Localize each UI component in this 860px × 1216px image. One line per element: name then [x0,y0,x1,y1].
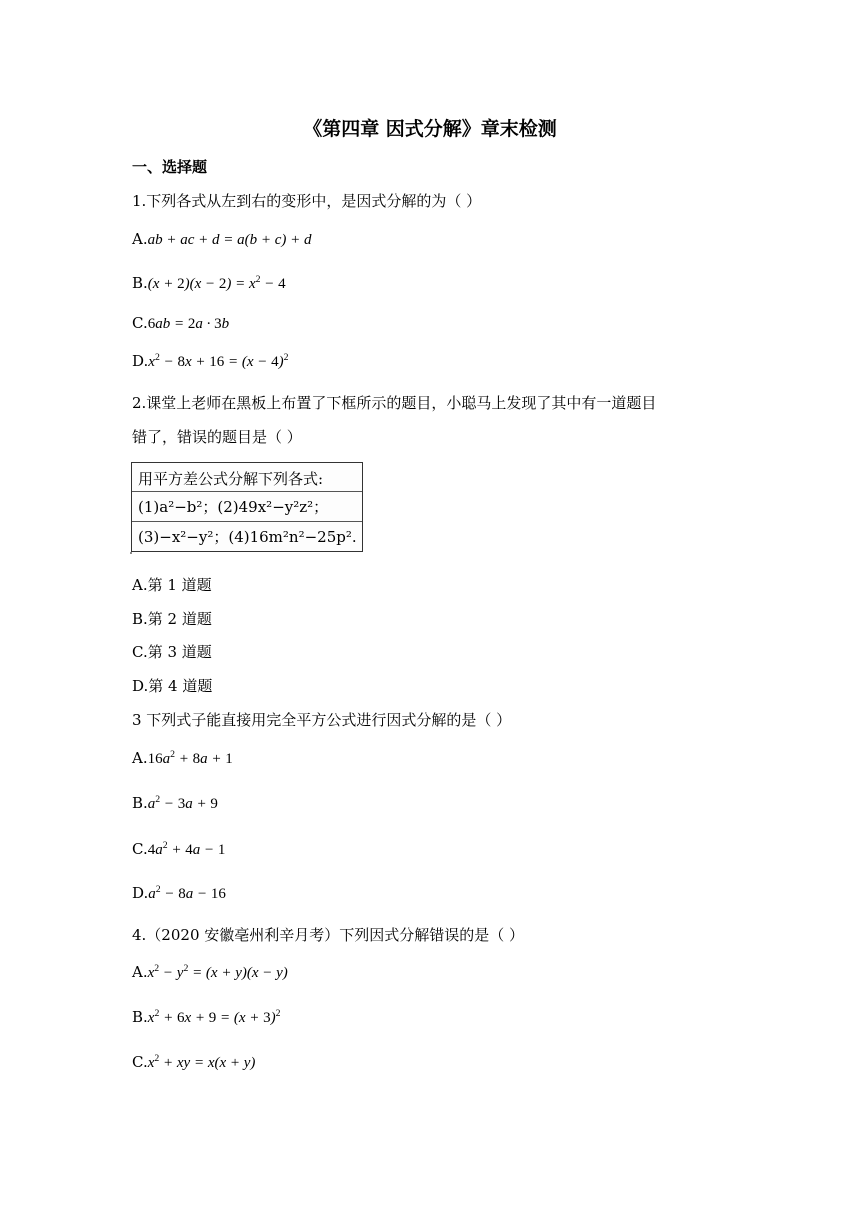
option-formula: $x^2$ + xy = x(x + y) [147,1053,256,1071]
option-label: D. [132,352,149,370]
question-2-stem-line1: 2.课堂上老师在黑板上布置了下框所示的题目，小聪马上发现了其中有一道题目 [132,394,657,412]
question-3-option-c[interactable] [132,840,225,859]
option-label: A. [132,230,148,248]
question-2-option-c[interactable]: C.第 3 道题 [132,643,212,661]
question-4-option-a[interactable] [132,963,288,982]
question-4-stem: 4.（2020 安徽亳州利辛月考）下列因式分解错误的是（ ） [132,926,525,944]
question-2-blackboard-image [131,462,363,552]
option-formula: $(x + 2)(x - 2) = x^2 - 4$ [147,274,286,292]
option-label: A. [132,749,148,767]
box-divider [132,521,362,522]
question-3-option-b[interactable] [132,794,218,813]
question-3-option-a[interactable] [132,749,233,768]
option-label: C. [132,840,148,858]
option-formula: $x^2 - y^2 = (x + y)(x - y)$ [147,963,288,981]
option-formula: $x^2 + 6x + 9 = (x + 3)^2$ [147,1008,281,1026]
question-2-stem-line2: 错了，错误的题目是（ ） [132,428,302,446]
document-title: 《第四章 因式分解》章末检测 [303,118,557,140]
option-label: C. [132,314,148,332]
question-2-option-d[interactable]: D.第 4 道题 [132,677,213,695]
option-label: A. [132,963,148,981]
question-1-option-c[interactable] [132,314,229,333]
option-label: B. [132,274,148,292]
option-formula: $a^2 - 3a + 9$ [147,794,218,812]
section-heading: 一、选择题 [132,158,208,176]
question-2-option-b[interactable]: B.第 2 道题 [132,610,212,628]
question-1-option-d[interactable] [132,352,289,371]
option-label: B. [132,1008,148,1026]
option-label: C. [132,1053,148,1071]
option-formula: $4a^2 + 4a - 1$ [147,840,226,858]
question-3-option-d[interactable] [132,884,226,903]
box-divider [132,491,362,492]
option-formula: ab + ac + d = a(b + c) + d [147,232,312,248]
option-label: D. [132,884,149,902]
question-4-option-b[interactable] [132,1008,281,1027]
option-formula: $x^2 - 8x + 16 = (x - 4)^2$ [148,352,289,370]
question-1-option-a[interactable] [132,230,312,249]
option-formula: $a^2 - 8a - 16$ [148,884,226,902]
question-4-option-c[interactable] [132,1053,255,1072]
question-1-stem: 1.下列各式从左到右的变形中，是因式分解的为（ ） [132,192,482,210]
stray-mark [130,552,132,554]
box-row-2: (3)−x²−y²；(4)16m²n²−25p². [138,528,357,546]
question-2-option-a[interactable]: A.第 1 道题 [132,576,212,594]
box-heading: 用平方差公式分解下列各式: [138,470,324,488]
question-1-option-b[interactable] [132,274,286,293]
question-3-stem: 3 下列式子能直接用完全平方公式进行因式分解的是（ ） [132,711,512,729]
option-formula: 6ab = 2a · 3b [147,316,230,332]
option-label: B. [132,794,148,812]
box-row-1: (1)a²−b²；(2)49x²−y²z²； [138,498,329,516]
option-formula: $16a^2 + 8a + 1$ [147,749,233,767]
